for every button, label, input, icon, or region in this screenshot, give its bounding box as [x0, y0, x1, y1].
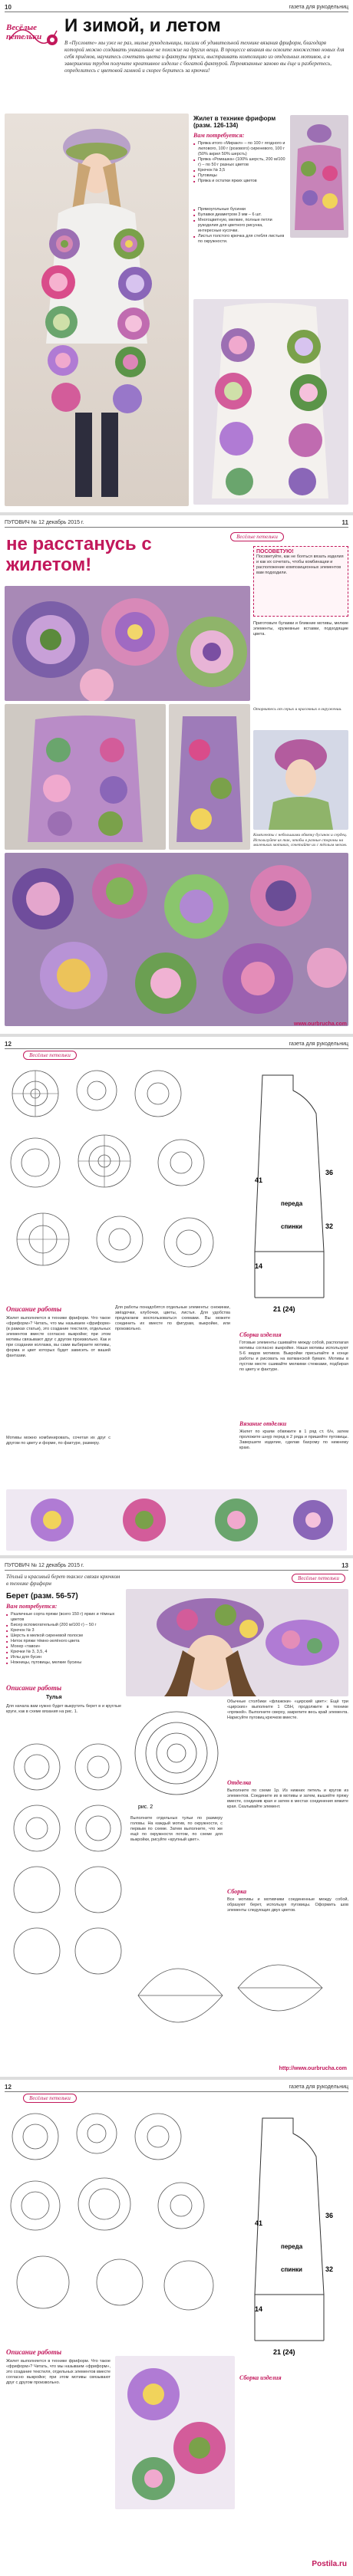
dim-32: 32	[325, 2265, 334, 2273]
note-title: Отделка	[227, 1779, 252, 1786]
vest-schematic	[239, 1068, 348, 1321]
material-item: ■ Различные сорта пряжи (всего 150 г) ярких и тёмных цветов	[6, 1612, 121, 1623]
magazine-page-10	[0, 0, 353, 512]
beret-diagrams	[6, 1736, 129, 1997]
vest-detail-illustration	[193, 299, 348, 505]
vest-schematic	[239, 2110, 348, 2364]
article-title: не расстанусь с жилетом!	[6, 534, 152, 575]
beret-model-photo	[126, 1589, 348, 1696]
watermark: http://www.ourbrucha.com	[279, 2066, 347, 2071]
vest-side-illustration	[169, 704, 250, 850]
dim-21-24: 21 (24)	[273, 2348, 295, 2356]
page-header	[5, 3, 348, 12]
magazine-page-12	[0, 1037, 353, 1555]
photo-caption: Оторвитесь от серых и красочных в окружении.	[253, 707, 342, 712]
beret-crown-diagram	[130, 1699, 223, 1814]
dim-32: 32	[325, 1222, 334, 1230]
crown-text: Для начала вам нужно будет выкрутить берет в и круглые круги, как в схеме вязания на рис. 1.	[6, 1704, 121, 1714]
material-item: ■ Крючок № 3	[6, 1628, 121, 1633]
desc-title: Описание работы	[6, 2348, 62, 2356]
page-header	[5, 1040, 348, 1049]
motif-closeup-illustration	[5, 586, 250, 701]
material-item: ■ Мохер «тавои»	[6, 1644, 121, 1650]
material-item: ■ Пряжа и остатки ярких цветов	[193, 179, 285, 184]
beret-model-illustration	[126, 1589, 348, 1696]
desc-text: Жилет выполняется в технике фриформ. Что такое «фриформ»? Читать, что мы называем «фриформ», это создание текстиля, отдельных элементов вместе согласно выкройке; при этом мотивы связывают друг с другом произвольно.	[6, 2359, 111, 2385]
vest-detail-photo	[193, 299, 348, 505]
center-text: Выполните отдельных тульи по размеру головы. На каждый мотив, по окружности, с первым по схеме. Затем выполните, что же ещё по окружности потом, по схеме для выкройки, рисуйте «крупный цвет».	[130, 1816, 223, 1842]
vest-back-photo	[290, 115, 348, 238]
assembly-title: Сборка изделия	[239, 2374, 282, 2381]
side-note: ■ Прямоугольные бусинки	[193, 207, 285, 212]
side-notes-list	[193, 207, 285, 245]
watermark: Postila.ru	[312, 2560, 347, 2568]
side-column-text: Приготовьте булавки и ближние мотивы, мелкие элементы, кружевные вставки, подходящие цвета.	[253, 621, 348, 637]
desc-col1b: Мотивы можно комбинировать, сочетая их друг с другом по цвету и форме, по фактуре, размеру.	[6, 1436, 111, 1446]
page-number: 12	[5, 2084, 12, 2091]
tip-text: Посоветуйте, как не бояться вязать изделия и как их сочетать, чтобы комбинации и расположение композиционных элементов вам подходили.	[256, 554, 344, 575]
label-front: переда	[281, 1200, 303, 1207]
page-number: 13	[341, 1562, 348, 1569]
girl-hat-illustration	[253, 730, 348, 830]
page-number: 12	[5, 1041, 12, 1048]
materials-list	[193, 141, 285, 184]
side-note: ■ Булавки диаметром 3 мм – 6 шт.	[193, 212, 285, 218]
vest-rack-illustration	[5, 704, 166, 850]
dim-14: 14	[255, 1262, 263, 1270]
label-back: спинки	[281, 1223, 302, 1230]
flower-motif-photo	[6, 1489, 347, 1551]
motif-rows-illustration	[5, 853, 348, 1026]
material-item: ■ Иглы для бусин	[6, 1655, 121, 1660]
item-title: Берет (разм. 56-57)	[6, 1592, 78, 1601]
page-header	[5, 2083, 348, 2092]
motif-closeup-photo	[5, 586, 250, 701]
page-number: 10	[5, 4, 12, 11]
flower-motif-illustration	[6, 1489, 347, 1551]
tip-title: ПОСОВЕТУЮ!	[256, 549, 294, 554]
side-note: ■ Многоцветную, мелкие, полные петли рукоделия для цветного рисунка, интересные кусочки.	[193, 218, 285, 234]
side-note: ■ Листья толстого крючка для стебля листьев по окружности.	[193, 234, 285, 245]
need-title: Вам потребуется:	[193, 132, 245, 139]
running-head: газета для рукодельниц	[289, 1041, 348, 1047]
assembly-title: Сборка изделия	[239, 1331, 282, 1338]
material-item: ■ Пряжа итого «Миракл» – по 100 г ягодного и лилового, 100 г (розового) сиреневого, 100 г (50% акрил 50% шерсть)	[193, 141, 285, 157]
motif-diagrams	[5, 1063, 235, 1293]
lead-text: Тёплый и красивый берет также связан крючком в технике фриформ	[6, 1574, 120, 1587]
article-intro: В «Пусловте» мы уже не раз, милые рукодельницы, писали об удивительной технике вязания фриформ, благодаря которой можно создавать уникальные не похожие на других вещи. В процессе вязания вы освоите множество новых для себя приёмов, научитесь сочетать цвета и фактуры пряжи, выстраивать композицию из отдельных мотивов, а в завершении трудов получите креативное изделие с богатой фактурой. Перевязанные заново вы ёще и разберетесь, определитесь с цветовой гаммой и скорее беритесь за крючки!	[64, 40, 345, 74]
vest-back-illustration	[290, 115, 348, 238]
desc-col1: Жилет выполняется в технике фриформ. Что такое «фриформ»? Читать, что мы называем «фриформ» (в рамках статьи), это создание текстиля, отдельных элементов вместе согласно выкройке; при этом мотивы связывают друг с другом произвольно. Как и при создании коллажа, вы сами выбираете мотивы, форма и цвет которых будет зависеть от вашей фантазии.	[6, 1316, 111, 1358]
section-ribbon: Весёлые петельки	[23, 2094, 77, 2103]
dim-36: 36	[325, 1169, 334, 1176]
dim-14: 14	[255, 2305, 263, 2313]
vest-side-photo	[169, 704, 250, 850]
right-text: Обычные столбики «флажоки» «цирский цвет»: Ещё три «цирских» выполните 1 СБН, продолжите в технике «пряжей». Выполните сверху, закрепите весь край элемента. Нарисуйте пуговиц крючков вместе.	[227, 1699, 348, 1720]
fig-label: рис. 2	[138, 1805, 153, 1810]
flower-motif-illustration	[115, 2356, 235, 2509]
material-item: ■ Пряжа «Ромашка» (100% шерсть, 200 м/100 г) – по 50 г разных цветов	[193, 157, 285, 168]
dim-21-24: 21 (24)	[273, 1305, 295, 1313]
crown-title: Тулья	[46, 1695, 62, 1700]
vest-rack-photo	[5, 704, 166, 850]
photo-caption: Комплекты с небольшими обвязку бусинок и сердец. Используйте их так, чтобы в разные стороны на маленьких мотивах, сочетайте их с тёплым мехом.	[253, 833, 348, 847]
finish-title: Вязание отделки	[239, 1420, 287, 1427]
material-item: ■ Крючки № 3, 3,5, 4	[6, 1650, 121, 1655]
desc-title: Описание работы	[6, 1305, 62, 1313]
material-item: ■ Шерсть в мелкой сиреневой полоске	[6, 1633, 121, 1639]
running-head: газета для рукодельниц	[289, 5, 348, 10]
material-item: ■ Пуговицы	[193, 173, 285, 179]
dim-41: 41	[255, 1176, 263, 1184]
section-ribbon: Весёлые петельки	[23, 1051, 77, 1060]
note-text: Выполните по схеме 1р. Из нижних петель и кругов из элементов. Соедините их в мотивы и затем, вышейте пряжу вместе, соединив края и затем в местах соединения вяжите края. Скалывайте элемент.	[227, 1788, 348, 1809]
vest-model-illustration	[5, 114, 189, 506]
page-number: 11	[341, 519, 348, 526]
dim-36: 36	[325, 2212, 334, 2219]
label-front: переда	[281, 2243, 303, 2250]
desc-title: Описание работы	[6, 1684, 62, 1692]
motif-rows-photo	[5, 853, 348, 1026]
magazine-page-11	[0, 515, 353, 1034]
assembly-text: Готовые элементы сшивайте между собой, располагая мотивы согласно выкройке. Наши мотивы используют 5-6 видов мотивов. Выкройки присылайте в конце работы и рисовать на ватманской бумаге. Мотивы в пустом месте сшивайте мелкими стежками, подбирая по цвету и фактуре.	[239, 1341, 348, 1372]
tip-box	[253, 546, 348, 617]
vest-photo	[5, 114, 189, 506]
magazine-page-12-repeat	[0, 2080, 353, 2576]
material-item: ■ Крючок № 3,5	[193, 168, 285, 173]
page-header	[5, 1561, 348, 1571]
magazine-page-13	[0, 1558, 353, 2077]
finish-text: Жилет по краям обвяжите в 1 ряд ст. б/н, затем проложите шнур перед в 2 ряда и пришейте пуговицы. Завершите изделие, сделав бахрому по нижнему краю.	[239, 1429, 348, 1450]
material-item: ■ Бисер вспомогательный (200 м/100 г) – 50 г	[6, 1623, 121, 1628]
leaf-diagrams	[130, 1926, 348, 2064]
flower-motif-photo	[115, 2356, 235, 2509]
page-header	[5, 518, 348, 528]
section-ribbon: Весёлые петельки	[230, 532, 284, 541]
watermark: www.ourbrucha.com	[294, 1022, 347, 1027]
section-ribbon: Весёлые петельки	[292, 1574, 345, 1583]
running-head: ПУГОВИЧ № 12 декабрь 2015 г.	[5, 520, 84, 525]
motif-diagrams	[5, 2106, 235, 2336]
running-head: газета для рукодельниц	[289, 2084, 348, 2090]
materials-list	[6, 1612, 121, 1666]
column-logo	[6, 17, 60, 54]
item-title: Жилет в технике фриформ (разм. 126-134)	[193, 115, 276, 129]
material-item: ■ Ножницы, пуговицы, мелкие бусины	[6, 1660, 121, 1666]
label-back: спинки	[281, 2266, 302, 2273]
dim-41: 41	[255, 2219, 263, 2227]
article-title: И зимой, и летом	[64, 15, 221, 36]
logo-text: Весёлые петельки	[6, 23, 42, 41]
assembly-title: Сборка	[227, 1888, 247, 1895]
material-item: ■ Ниток пряжи тёмно-зелёного цвета	[6, 1639, 121, 1644]
running-head: ПУГОВИЧ № 12 декабрь 2015 г.	[5, 1563, 84, 1568]
desc-col2: Для работы понадобятся отдельные элементы: снежинки, звёздочки, клубочки, цветы, листья. Для удобства предлагаем воспользоваться схемами. Вы можете соединить их вместе по фигурам, выкройке, или произвольно.	[115, 1305, 230, 1331]
need-title: Вам потребуется:	[6, 1603, 58, 1610]
assembly-text: Все мотивы и мотивчики соединенные между собой, образуют берет, используя пуговицы. Оформить шов элементы следующих двух цветов.	[227, 1897, 348, 1913]
girl-hat-photo	[253, 730, 348, 830]
